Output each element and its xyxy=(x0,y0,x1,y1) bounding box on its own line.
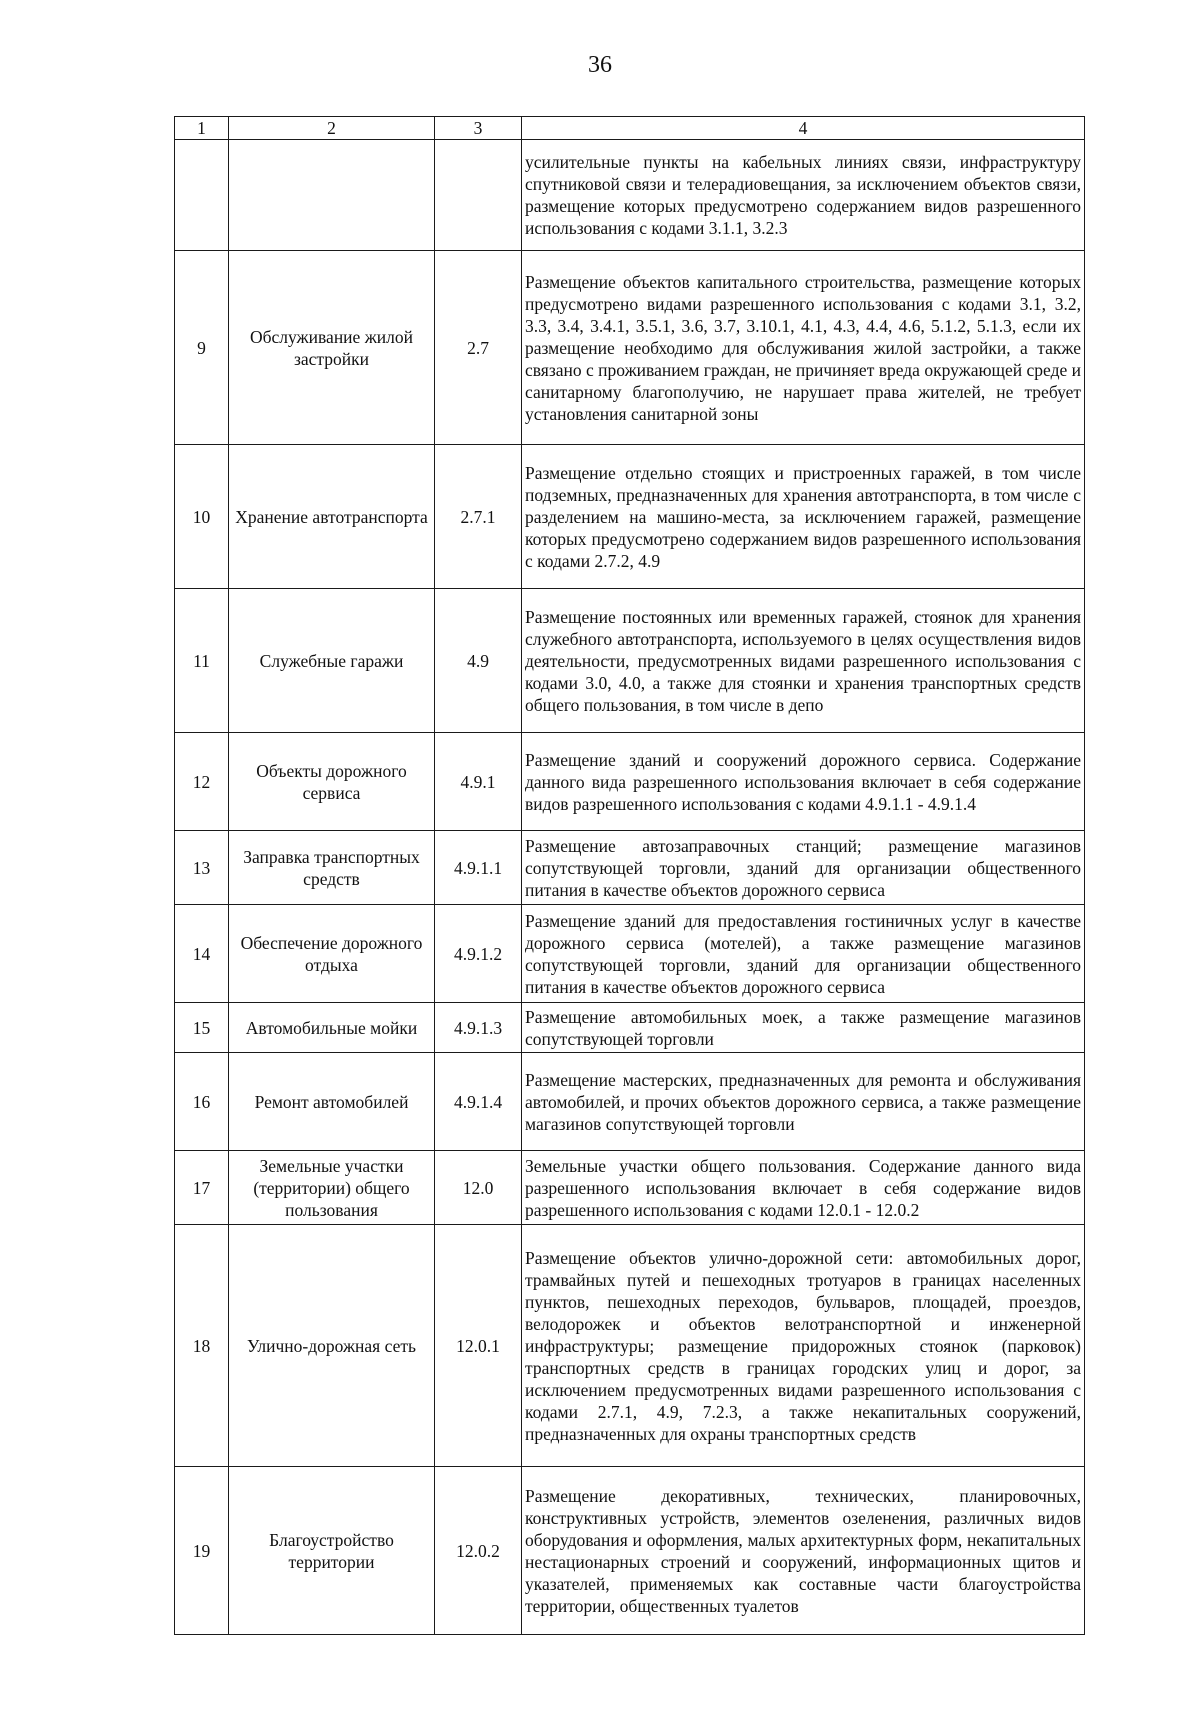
table-row xyxy=(175,589,1085,733)
table-row xyxy=(175,831,1085,905)
row-description: Размещение автомобильных моек, а также размещение магазинов сопутствующей торговли xyxy=(522,1003,1085,1053)
row-name: Улично-дорожная сеть xyxy=(229,1225,435,1467)
column-header-name: 2 xyxy=(229,117,435,140)
row-number xyxy=(175,140,229,251)
table-row xyxy=(175,1467,1085,1635)
row-code: 12.0.2 xyxy=(435,1467,522,1635)
page-number: 36 xyxy=(588,52,612,78)
column-header-description: 4 xyxy=(522,117,1085,140)
row-description: Размещение мастерских, предназначенных для ремонта и обслуживания автомобилей, и прочих объектов дорожного сервиса, а также размещение магазинов сопутствующей торговли xyxy=(522,1053,1085,1151)
row-number: 16 xyxy=(175,1053,229,1151)
row-number: 13 xyxy=(175,831,229,905)
row-name: Автомобильные мойки xyxy=(229,1003,435,1053)
row-number: 12 xyxy=(175,733,229,831)
row-description: Размещение декоративных, технических, планировочных, конструктивных устройств, элементов озеленения, различных видов оборудования и оформления, малых архитектурных форм, некапитальных нестационарных строений и сооружений, информационных щитов и указателей, применяемых как составные части благоустройства территории, общественных туалетов xyxy=(522,1467,1085,1635)
row-code: 4.9.1 xyxy=(435,733,522,831)
row-description: Размещение постоянных или временных гаражей, стоянок для хранения служебного автотранспорта, используемого в целях осуществления видов деятельности, предусмотренных видами разрешенного использования с кодами 3.0, 4.0, а также для стоянки и хранения транспортных средств общего пользования, в том числе в депо xyxy=(522,589,1085,733)
row-description: Размещение зданий и сооружений дорожного сервиса. Содержание данного вида разрешенного использования включает в себя содержание видов разрешенного использования с кодами 4.9.1.1 - 4.9.1.4 xyxy=(522,733,1085,831)
row-code: 2.7 xyxy=(435,251,522,445)
row-description: усилительные пункты на кабельных линиях связи, инфраструктуру спутниковой связи и телерадиовещания, за исключением объектов связи, размещение которых предусмотрено содержанием видов разрешенного использования с кодами 3.1.1, 3.2.3 xyxy=(522,140,1085,251)
table-row xyxy=(175,1151,1085,1225)
row-code: 2.7.1 xyxy=(435,445,522,589)
row-code: 4.9.1.2 xyxy=(435,905,522,1003)
table-header-row xyxy=(175,117,1085,140)
row-name: Служебные гаражи xyxy=(229,589,435,733)
table-row xyxy=(175,1003,1085,1053)
row-number: 15 xyxy=(175,1003,229,1053)
row-number: 18 xyxy=(175,1225,229,1467)
row-name: Обслуживание жилой застройки xyxy=(229,251,435,445)
column-header-code: 3 xyxy=(435,117,522,140)
row-code: 12.0 xyxy=(435,1151,522,1225)
row-name: Обеспечение дорожного отдыха xyxy=(229,905,435,1003)
row-number: 9 xyxy=(175,251,229,445)
row-name: Ремонт автомобилей xyxy=(229,1053,435,1151)
row-description: Размещение отдельно стоящих и пристроенных гаражей, в том числе подземных, предназначенных для хранения автотранспорта, в том числе с разделением на машино-места, за исключением гаражей, размещение которых предусмотрено содержанием видов разрешенного использования с кодами 2.7.2, 4.9 xyxy=(522,445,1085,589)
row-description: Размещение зданий для предоставления гостиничных услуг в качестве дорожного сервиса (мотелей), а также размещение магазинов сопутствующей торговли, зданий для организации общественного питания в качестве объектов дорожного сервиса xyxy=(522,905,1085,1003)
row-name: Земельные участки (территории) общего пользования xyxy=(229,1151,435,1225)
table-row xyxy=(175,251,1085,445)
land-use-table xyxy=(174,116,1085,1635)
row-code: 4.9.1.4 xyxy=(435,1053,522,1151)
row-number: 17 xyxy=(175,1151,229,1225)
row-code: 4.9 xyxy=(435,589,522,733)
row-description: Земельные участки общего пользования. Содержание данного вида разрешенного использования включает в себя содержание видов разрешенного использования с кодами 12.0.1 - 12.0.2 xyxy=(522,1151,1085,1225)
table-row xyxy=(175,445,1085,589)
row-number: 19 xyxy=(175,1467,229,1635)
row-number: 10 xyxy=(175,445,229,589)
column-header-number: 1 xyxy=(175,117,229,140)
table-row xyxy=(175,1053,1085,1151)
row-description: Размещение объектов капитального строительства, размещение которых предусмотрено видами разрешенного использования с кодами 3.1, 3.2, 3.3, 3.4, 3.4.1, 3.5.1, 3.6, 3.7, 3.10.1, 4.1, 4.3, 4.4, 4.6, 5.1.2, 5.1.3, если их размещение необходимо для обслуживания жилой застройки, а также связано с проживанием граждан, не причиняет вреда окружающей среде и санитарному благополучию, не нарушает права жителей, не требует установления санитарной зоны xyxy=(522,251,1085,445)
row-code: 4.9.1.1 xyxy=(435,831,522,905)
row-description: Размещение автозаправочных станций; размещение магазинов сопутствующей торговли, зданий для организации общественного питания в качестве объектов дорожного сервиса xyxy=(522,831,1085,905)
row-code xyxy=(435,140,522,251)
row-code: 4.9.1.3 xyxy=(435,1003,522,1053)
row-name: Заправка транспортных средств xyxy=(229,831,435,905)
row-name: Благоустройство территории xyxy=(229,1467,435,1635)
table-row xyxy=(175,905,1085,1003)
table-row xyxy=(175,140,1085,251)
row-number: 14 xyxy=(175,905,229,1003)
row-description: Размещение объектов улично-дорожной сети: автомобильных дорог, трамвайных путей и пешеходных тротуаров в границах населенных пунктов, пешеходных переходов, бульваров, площадей, проездов, велодорожек и объектов велотранспортной и инженерной инфраструктуры; размещение придорожных стоянок (парковок) транспортных средств в границах городских улиц и дорог, за исключением предусмотренных видами разрешенного использования с кодами 2.7.1, 4.9, 7.2.3, а также некапитальных сооружений, предназначенных для охраны транспортных средств xyxy=(522,1225,1085,1467)
row-name: Хранение автотранспорта xyxy=(229,445,435,589)
table-row xyxy=(175,733,1085,831)
row-name xyxy=(229,140,435,251)
row-name: Объекты дорожного сервиса xyxy=(229,733,435,831)
table-row xyxy=(175,1225,1085,1467)
row-code: 12.0.1 xyxy=(435,1225,522,1467)
row-number: 11 xyxy=(175,589,229,733)
